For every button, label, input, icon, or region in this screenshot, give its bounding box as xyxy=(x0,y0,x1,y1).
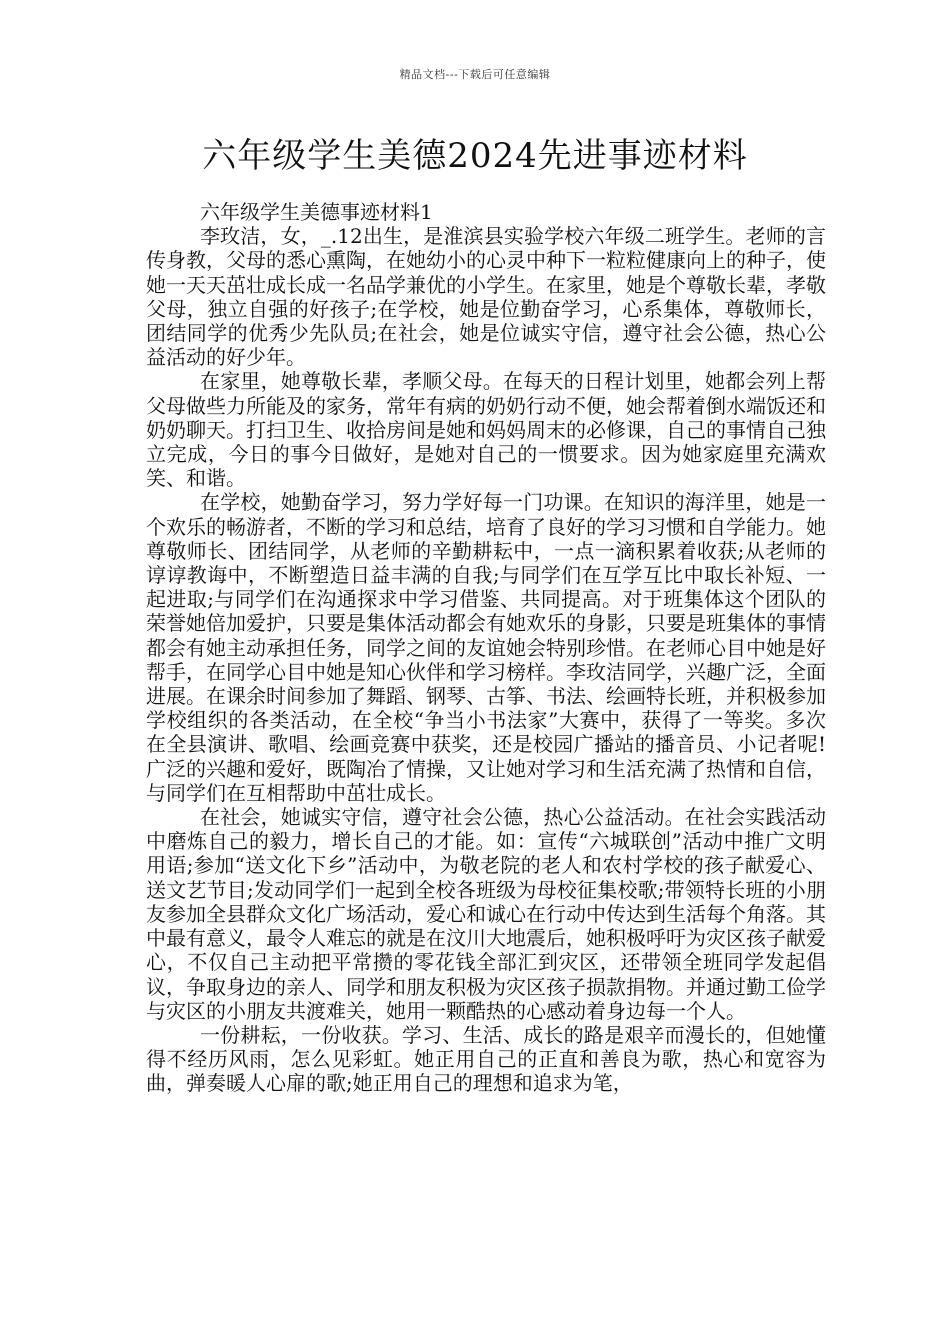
paragraph-conclusion: 一份耕耘，一份收获。学习、生活、成长的路是艰辛而漫长的，但她懂得不经历风雨，怎么见彩虹。她正用自己的正直和善良为歌，热心和宽容为曲，弹奏暖人心扉的歌;她正用自己的理想和追求为笔， xyxy=(146,1022,826,1096)
paragraph-home: 在家里，她尊敬长辈，孝顺父母。在每天的日程计划里，她都会列上帮父母做些力所能及的家务，常年有病的奶奶行动不便，她会帮着倒水端饭还和奶奶聊天。打扫卫生、收拾房间是她和妈妈周末的必修课，自己的事情自己独立完成，今日的事今日做好，是她对自己的一惯要求。因为她家庭里充满欢笑、和谐。 xyxy=(146,369,826,491)
section-subtitle: 六年级学生美德事迹材料1 xyxy=(200,200,433,224)
paragraph-school: 在学校，她勤奋学习，努力学好每一门功课。在知识的海洋里，她是一个欢乐的畅游者，不断的学习和总结，培育了良好的学习习惯和自学能力。她尊敬师长、团结同学，从老师的辛勤耕耘中，一点一滴积累着收获;从老师的谆谆教诲中，不断塑造日益丰满的自我;与同学们在互学互比中取长补短、一起进取;与同学们在沟通探求中学习借鉴、共同提高。对于班集体这个团队的荣誉她倍加爱护，只要是集体活动都会有她欢乐的身影，只要是班集体的事情都会有她主动承担任务，同学之间的友谊她会特别珍惜。在老师心目中她是好帮手，在同学心目中她是知心伙伴和学习榜样。李玫洁同学，兴趣广泛，全面进展。在课余时间参加了舞蹈、钢琴、古筝、书法、绘画特长班，并积极参加学校组织的各类活动，在全校“争当小书法家”大赛中，获得了一等奖。多次在全县演讲、歌唱、绘画竞赛中获奖，还是校园广播站的播音员、小记者呢!广泛的兴趣和爱好，既陶冶了情操，又让她对学习和生活充满了热情和自信，与同学们在互相帮助中茁壮成长。 xyxy=(146,490,826,805)
header-note: 精品文档---下载后可任意编辑 xyxy=(399,68,551,81)
paragraph-society: 在社会，她诚实守信，遵守社会公德，热心公益活动。在社会实践活动中磨炼自己的毅力，增长自己的才能。如：宣传“六城联创”活动中推广文明用语;参加“送文化下乡”活动中，为敬老院的老人和农村学校的孩子献爱心、送文艺节目;发动同学们一起到全校各班级为母校征集校歌;带领特长班的小朋友参加全县群众文化广场活动，爱心和诚心在行动中传达到生活每个角落。其中最有意义，最令人难忘的就是在汶川大地震后，她积极呼吁为灾区孩子献爱心，不仅自己主动把平常攒的零花钱全部汇到灾区，还带领全班同学发起倡议，争取身边的亲人、同学和朋友积极为灾区孩子损款捐物。并通过勤工俭学与灾区的小朋友共渡难关，她用一颗酷热的心感动着身边每一个人。 xyxy=(146,805,826,1023)
document-title: 六年级学生美德2024先进事迹材料 xyxy=(202,136,748,176)
document-body xyxy=(146,200,826,1096)
paragraph-intro: 李玫洁，女，_.12出生，是淮滨县实验学校六年级二班学生。老师的言传身教，父母的悉心熏陶，在她幼小的心灵中种下一粒粒健康向上的种子，使她一天天茁壮成长成一名品学兼优的小学生。在家里，她是个尊敬长辈，孝敬父母，独立自强的好孩子;在学校，她是位勤奋学习，心系集体，尊敬师长，团结同学的优秀少先队员;在社会，她是位诚实守信，遵守社会公德，热心公益活动的好少年。 xyxy=(146,224,826,370)
